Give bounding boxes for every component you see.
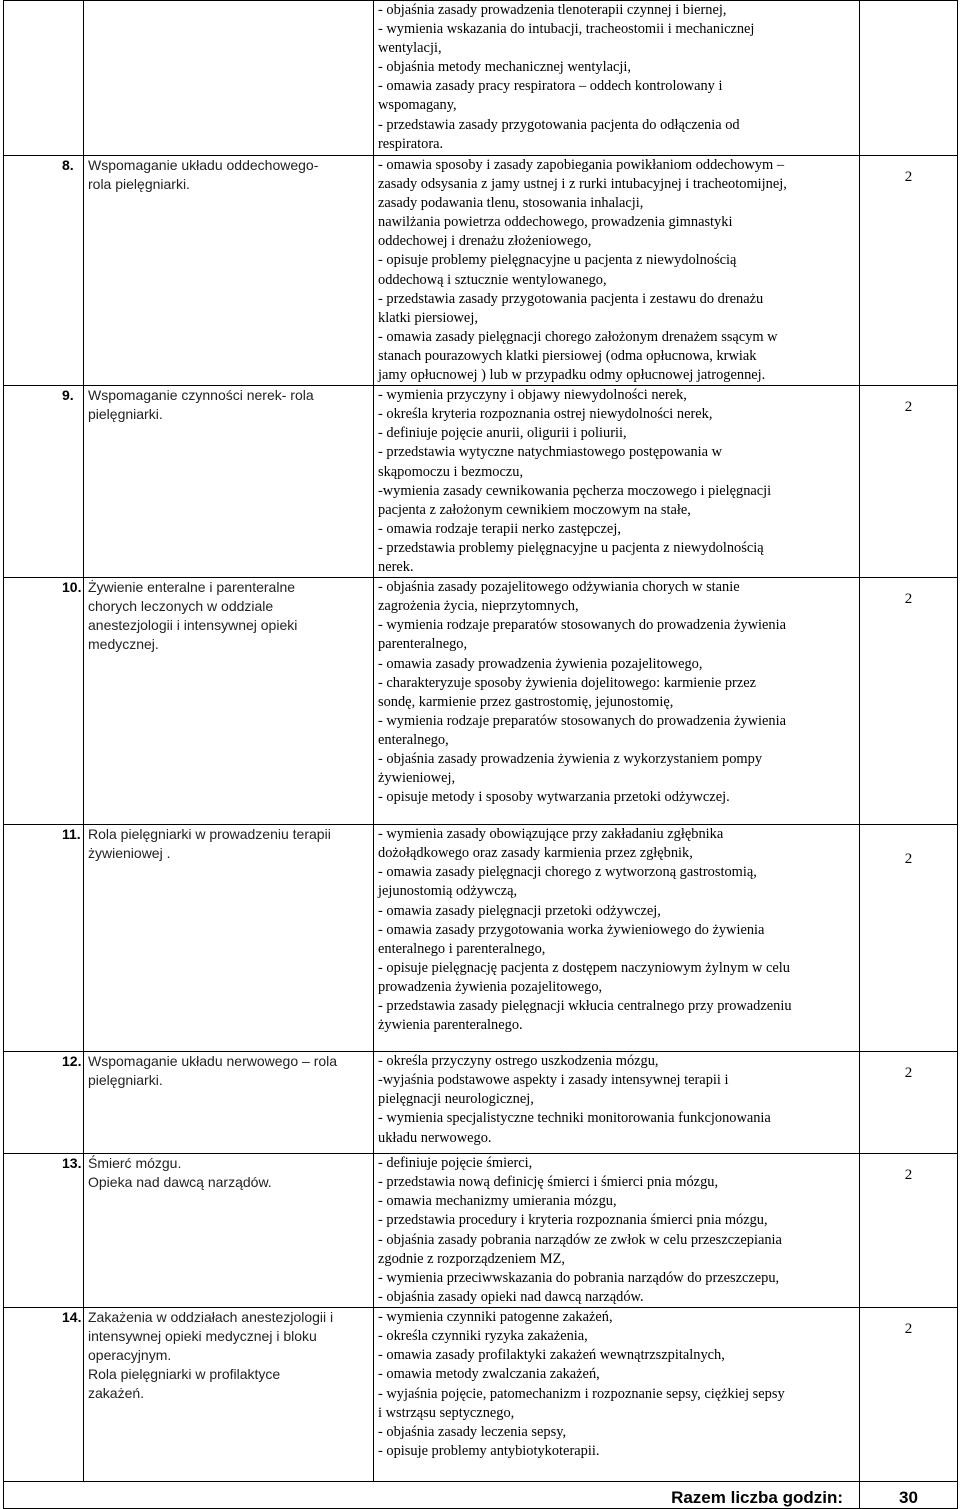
topic-line: chorych leczonych w oddziale — [88, 598, 274, 615]
topic-cell — [84, 1, 374, 156]
topic-line: Wspomaganie układu oddechowego- — [88, 157, 319, 173]
content-line: - przedstawia zasady przygotowania pacjenta do odłączenia od — [378, 116, 740, 133]
content-line: - omawia mechanizmy umierania mózgu, — [378, 1193, 617, 1210]
content-line: - wymienia przeciwwskazania do pobrania narządów do przeszczepu, — [378, 1269, 780, 1286]
content-line: nerek. — [378, 558, 414, 575]
content-line: żywieniowej, — [378, 770, 456, 787]
content-line: sondę, karmienie przez gastrostomię, jejunostomię, — [378, 693, 674, 710]
hours-cell — [860, 825, 958, 1052]
topic-cell — [84, 1308, 374, 1482]
topic-line: Rola pielęgniarki w profilaktyce — [88, 1366, 281, 1383]
content-line: - omawia zasady pielęgnacji chorego założonym drenażem ssącym w — [378, 328, 778, 345]
topic-line: Śmierć mózgu. — [88, 1155, 182, 1172]
summary-row — [4, 1482, 958, 1509]
topic-line: Żywienie enteralne i parenteralne — [88, 579, 296, 596]
content-line: - omawia metody zwalczania zakażeń, — [378, 1366, 600, 1383]
content-line: - przedstawia zasady przygotowania pacjenta i zestawu do drenażu — [378, 290, 764, 307]
content-cell — [374, 1, 860, 156]
content-cell — [374, 156, 860, 386]
content-line: pielęgnacji neurologicznej, — [378, 1091, 534, 1108]
table-row — [4, 578, 958, 825]
hours-cell — [860, 1, 958, 156]
content-line: - omawia zasady pielęgnacji chorego z wytworzoną gastrostomią, — [378, 864, 757, 881]
topic-line: Opieka nad dawcą narządów. — [88, 1174, 272, 1191]
topic-cell — [84, 1154, 374, 1308]
topic-line: anestezjologii i intensywnej opieki — [88, 617, 298, 634]
content-line: - przedstawia problemy pielęgnacyjne u pacjenta z niewydolnością — [378, 539, 764, 556]
topic-line: operacyjnym. — [88, 1347, 172, 1364]
table-row — [4, 386, 958, 578]
content-line: zasady podawania tlenu, stosowania inhalacji, — [378, 195, 644, 212]
content-line: - objaśnia metody mechanicznej wentylacji, — [378, 59, 631, 76]
content-line: respiratora. — [378, 135, 444, 152]
hours-cell — [860, 1052, 958, 1154]
topic-line: Wspomaganie układu nerwowego – rola — [88, 1053, 338, 1070]
content-line: oddechowej i drenażu złożeniowego, — [378, 233, 592, 250]
content-line: układu nerwowego. — [378, 1129, 492, 1146]
content-line: - przedstawia nową definicję śmierci i śmierci pnia mózgu, — [378, 1174, 719, 1191]
content-line: - omawia zasady przygotowania worka żywieniowego do żywienia — [378, 921, 765, 938]
hours-cell — [860, 1308, 958, 1482]
hours-cell — [860, 1154, 958, 1308]
content-line: jamy opłucnowej ) lub w przypadku odmy opłucnowej jatrogennej. — [378, 367, 766, 384]
content-line: i wstrząsu septycznego, — [378, 1404, 515, 1421]
content-line: enteralnego, — [378, 731, 449, 748]
content-line: jejunostomią odżywczą, — [378, 883, 518, 900]
content-line: stanach pourazowych klatki piersiowej (odma opłucnowa, krwiak — [378, 347, 757, 364]
content-line: - opisuje problemy pielęgnacyjne u pacjenta z niewydolnością — [378, 252, 737, 269]
row-number-cell — [4, 1052, 84, 1154]
hours-cell — [860, 578, 958, 825]
row-number: 13. — [62, 1155, 82, 1172]
table-row — [4, 1308, 958, 1482]
topic-cell — [84, 1052, 374, 1154]
hours-value: 2 — [904, 1321, 913, 1338]
content-line: prowadzenia żywienia pozajelitowego, — [378, 978, 603, 995]
topic-cell — [84, 825, 374, 1052]
content-line: - określa przyczyny ostrego uszkodzenia mózgu, — [378, 1053, 659, 1070]
content-line: - wymienia specjalistyczne techniki monitorowania funkcjonowania — [378, 1110, 771, 1127]
topic-line: Wspomaganie czynności nerek- rola — [88, 387, 314, 404]
row-number: 14. — [62, 1309, 82, 1326]
hours-value: 2 — [904, 591, 913, 608]
row-number-cell — [4, 1154, 84, 1308]
content-line: - przedstawia zasady pielęgnacji wkłucia centralnego przy prowadzeniu — [378, 997, 792, 1014]
topic-cell — [84, 578, 374, 825]
content-line: - opisuje pielęgnację pacjenta z dostępem naczyniowym żylnym w celu — [378, 959, 790, 976]
content-line: -wyjaśnia podstawowe aspekty i zasady intensywnej terapii i — [378, 1072, 729, 1089]
content-cell — [374, 1308, 860, 1482]
row-number-cell — [4, 156, 84, 386]
content-line: skąpomoczu i bezmoczu, — [378, 463, 524, 480]
row-number-cell — [4, 386, 84, 578]
hours-value: 2 — [904, 399, 913, 416]
row-number-cell — [4, 578, 84, 825]
topic-line: pielęgniarki. — [88, 1072, 163, 1089]
content-line: żywienia parenteralnego. — [378, 1017, 523, 1034]
content-line: nawilżania powietrza oddechowego, prowadzenia gimnastyki — [378, 214, 733, 231]
content-line: - wymienia czynniki patogenne zakażeń, — [378, 1309, 613, 1326]
content-line: - przedstawia wytyczne natychmiastowego postępowania w — [378, 444, 723, 461]
row-number-cell — [4, 825, 84, 1052]
content-line: -wymienia zasady cewnikowania pęcherza moczowego i pielęgnacji — [378, 482, 772, 499]
content-line: zgodnie z rozporządzeniem MZ, — [378, 1250, 565, 1267]
content-line: - omawia zasady prowadzenia żywienia pozajelitowego, — [378, 655, 703, 672]
content-line: - objaśnia zasady prowadzenia żywienia z wykorzystaniem pompy — [378, 750, 763, 767]
total-hours-label: Razem liczba godzin: — [4, 1482, 860, 1509]
content-line: zasady odsysania z jamy ustnej i z rurki intubacyjnej i tracheotomijnej, — [378, 176, 787, 193]
hours-cell — [860, 386, 958, 578]
content-line: - omawia rodzaje terapii nerko zastępczej, — [378, 520, 621, 537]
content-cell — [374, 825, 860, 1052]
content-line: - określa kryteria rozpoznania ostrej niewydolności nerek, — [378, 406, 713, 423]
row-number-cell — [4, 1308, 84, 1482]
table-row — [4, 156, 958, 386]
content-line: - charakteryzuje sposoby żywienia dojelitowego: karmienie przez — [378, 674, 757, 691]
hours-value: 2 — [904, 1065, 913, 1082]
table-row — [4, 1154, 958, 1308]
topic-line: intensywnej opieki medycznej i bloku — [88, 1328, 317, 1345]
row-number: 9. — [62, 387, 74, 404]
table-row — [4, 1, 958, 156]
content-line: - objaśnia zasady prowadzenia tlenoterapii czynnej i biernej, — [378, 2, 727, 18]
content-line: - objaśnia zasady pozajelitowego odżywiania chorych w stanie — [378, 579, 740, 596]
content-line: - opisuje metody i sposoby wytwarzania przetoki odżywczej. — [378, 789, 730, 806]
syllabus-body — [4, 1, 958, 1509]
content-line: - definiuje pojęcie śmierci, — [378, 1155, 533, 1172]
content-cell — [374, 1154, 860, 1308]
content-line: - opisuje problemy antybiotykoterapii. — [378, 1442, 600, 1459]
syllabus-table — [3, 0, 958, 1509]
row-number: 8. — [62, 157, 74, 173]
content-cell — [374, 386, 860, 578]
content-cell — [374, 1052, 860, 1154]
hours-value: 2 — [904, 1167, 913, 1184]
content-line: - objaśnia zasady opieki nad dawcą narządów. — [378, 1288, 644, 1305]
topic-cell — [84, 386, 374, 578]
table-row — [4, 1052, 958, 1154]
content-line: dożołądkowego oraz zasady karmienia przez zgłębnik, — [378, 845, 693, 862]
topic-line: rola pielęgniarki. — [88, 176, 190, 192]
hours-value: 2 — [904, 169, 913, 185]
hours-cell — [860, 156, 958, 386]
row-number-cell — [4, 1, 84, 156]
row-number: 12. — [62, 1053, 82, 1070]
topic-line: medycznej. — [88, 636, 159, 653]
table-row — [4, 825, 958, 1052]
content-line: - omawia sposoby i zasady zapobiegania powikłaniom oddechowym – — [378, 157, 785, 173]
content-line: parenteralnego, — [378, 636, 468, 653]
topic-line: Zakażenia w oddziałach anestezjologii i — [88, 1309, 334, 1326]
content-line: - omawia zasady pielęgnacji przetoki odżywczej, — [378, 902, 661, 919]
content-cell — [374, 578, 860, 825]
content-line: - objaśnia zasady pobrania narządów ze zwłok w celu przeszczepiania — [378, 1231, 782, 1248]
content-line: - wymienia przyczyny i objawy niewydolności nerek, — [378, 387, 687, 404]
topic-line: żywieniowej . — [88, 845, 171, 862]
content-line: oddechową i sztucznie wentylowanego, — [378, 271, 607, 288]
row-number: 10. — [62, 579, 82, 596]
content-line: - definiuje pojęcie anurii, oligurii i poliurii, — [378, 425, 627, 442]
topic-line: pielęgniarki. — [88, 406, 163, 423]
content-line: - wymienia rodzaje preparatów stosowanych do prowadzenia żywienia — [378, 712, 786, 729]
content-line: - wymienia zasady obowiązujące przy zakładaniu zgłębnika — [378, 826, 724, 843]
content-line: zagrożenia życia, nieprzytomnych, — [378, 598, 579, 615]
topic-line: zakażeń. — [88, 1385, 145, 1402]
content-line: pacjenta z założonym cewnikiem moczowym na stałe, — [378, 501, 691, 518]
content-line: - wymienia wskazania do intubacji, tracheostomii i mechanicznej — [378, 21, 755, 38]
content-line: wspomagany, — [378, 97, 457, 114]
content-line: enteralnego i parenteralnego, — [378, 940, 546, 957]
content-line: - wyjaśnia pojęcie, patomechanizm i rozpoznanie sepsy, ciężkiej sepsy — [378, 1385, 785, 1402]
content-line: - objaśnia zasady leczenia sepsy, — [378, 1423, 567, 1440]
hours-value: 2 — [904, 851, 913, 868]
topic-cell — [84, 156, 374, 386]
total-hours-value: 30 — [860, 1482, 958, 1509]
content-line: - wymienia rodzaje preparatów stosowanych do prowadzenia żywienia — [378, 617, 786, 634]
content-line: - omawia zasady pracy respiratora – oddech kontrolowany i — [378, 78, 723, 95]
topic-line: Rola pielęgniarki w prowadzeniu terapii — [88, 826, 331, 843]
content-line: klatki piersiowej, — [378, 309, 478, 326]
row-number: 11. — [62, 826, 81, 843]
content-line: - określa czynniki ryzyka zakażenia, — [378, 1328, 588, 1345]
content-line: wentylacji, — [378, 40, 442, 57]
content-line: - przedstawia procedury i kryteria rozpoznania śmierci pnia mózgu, — [378, 1212, 768, 1229]
content-line: - omawia zasady profilaktyki zakażeń wewnątrzszpitalnych, — [378, 1347, 725, 1364]
